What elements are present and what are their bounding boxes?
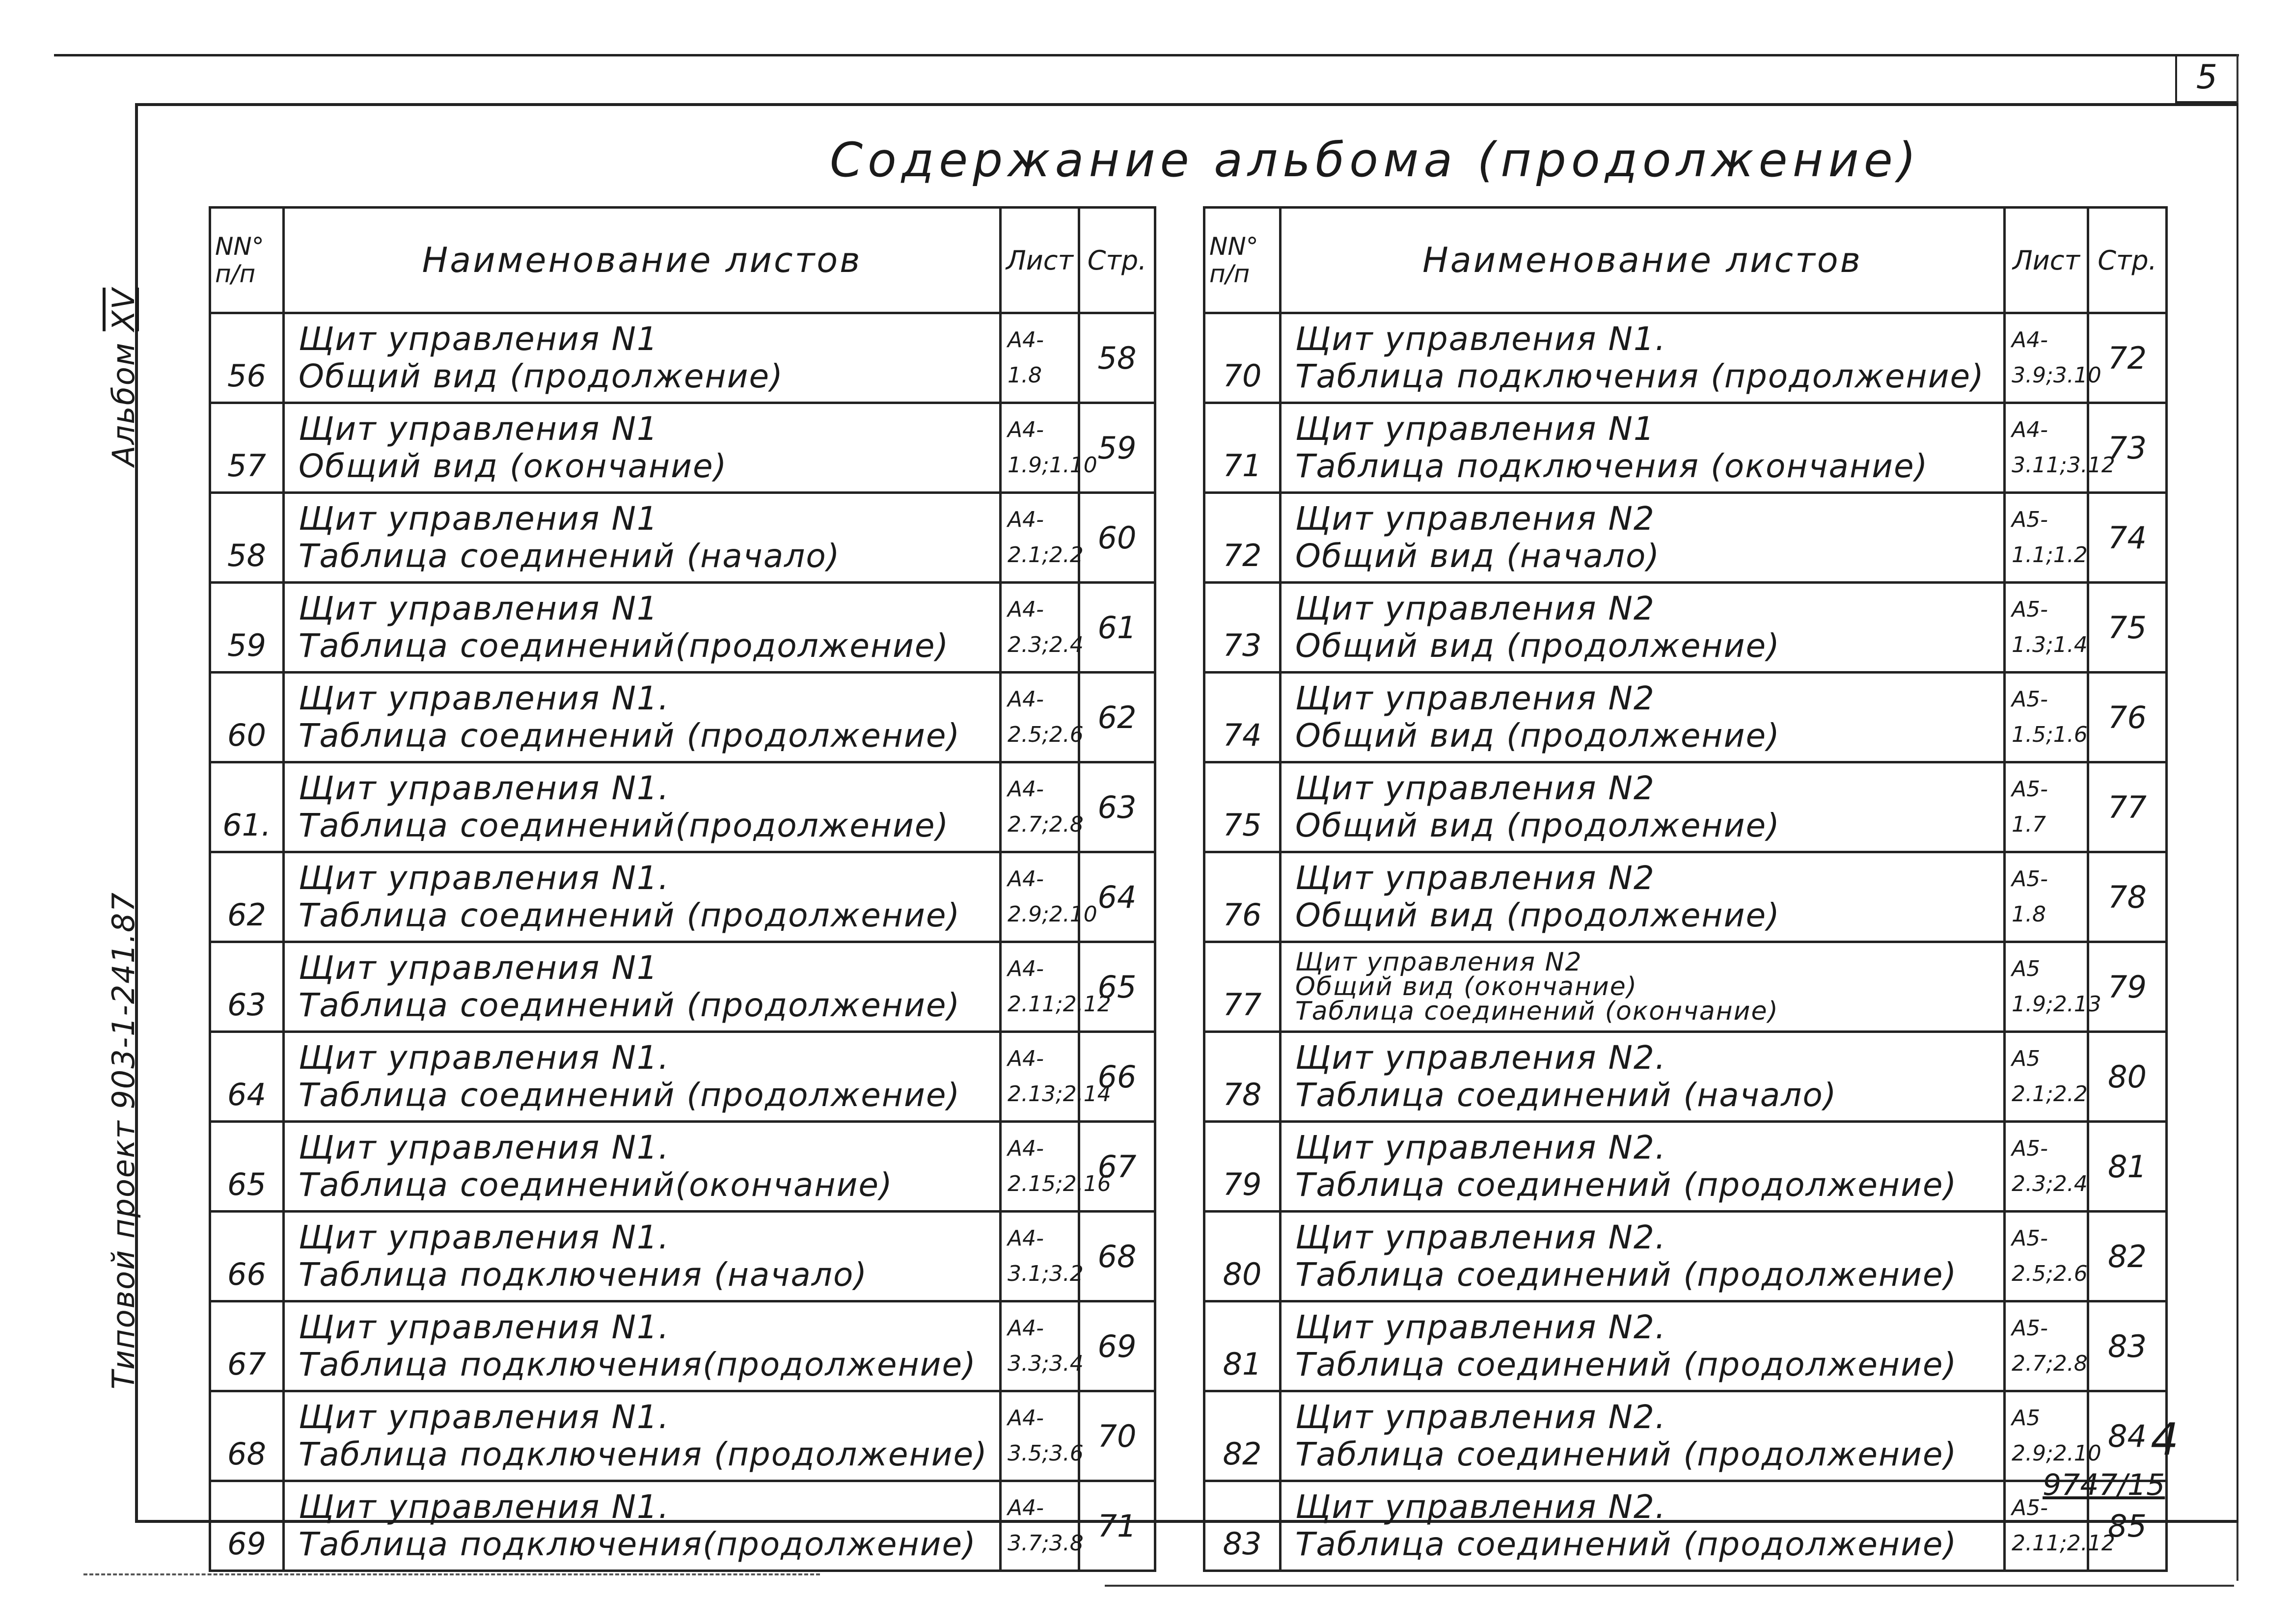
row-sheet [2005,313,2101,403]
row-page: 69 [1079,1301,1155,1391]
album-stamp [106,288,141,466]
row-sheet-series: А5- [2012,1226,2048,1251]
row-name-line-1: Щит управления N1 [299,949,658,987]
row-sheet-series: А5- [2012,507,2048,532]
row-name-line-1: Щит управления N1. [299,1308,670,1346]
row-name-line-1: Щит управления N1. [299,769,670,807]
row-number: 74 [1204,673,1281,762]
table-row [1204,942,2167,1032]
table-row [210,1212,1155,1301]
row-sheet-numbers: 2.9;2.10 [2012,1441,2101,1466]
row-number: 75 [1204,762,1281,852]
page-title: Содержание альбома (продолжение) [830,133,1921,188]
row-name-line-1: Щит управления N2 [1295,679,1655,717]
row-sheet [2005,403,2115,493]
row-name [284,1301,1001,1391]
album-number: XV [106,287,141,331]
row-page: 66 [1079,1032,1155,1122]
row-name-line-1: Щит управления N1. [299,679,670,717]
row-sheet-series: А5- [2012,1136,2048,1161]
row-name-line-2: Таблица соединений (продолжение) [1295,1166,1958,1204]
row-name-line-1: Щит управления N2 [1295,947,1582,977]
row-name-line-2: Общий вид (продолжение) [1295,627,1780,665]
row-name [284,762,1001,852]
row-sheet [1001,1391,1084,1481]
table-row [1204,1391,2167,1481]
footer-signature: 4 [2151,1414,2179,1465]
row-number: 58 [210,493,284,583]
header-name: Наименование листов [1281,208,2005,313]
row-sheet-series: А5 [2012,956,2041,981]
row-sheet-series: А4- [1008,1046,1044,1071]
table-row [1204,313,2167,403]
row-page: 72 [2088,313,2167,403]
row-name-line-2: Таблица подключения(продолжение) [299,1346,977,1383]
row-sheet [1001,1301,1084,1391]
row-sheet-numbers: 2.7;2.8 [1008,812,1084,837]
row-name [284,852,1001,942]
row-page: 74 [2088,493,2167,583]
row-sheet-series: А4- [1008,1136,1044,1161]
row-sheet-numbers: 2.11;2.12 [1008,992,1111,1017]
row-number: 66 [210,1212,284,1301]
row-name-line-1: Щит управления N2. [1295,1129,1666,1166]
row-name-line-2: Общий вид (продолжение) [299,357,784,395]
table-row [210,1301,1155,1391]
table-row [210,313,1155,403]
row-sheet-numbers: 1.3;1.4 [2012,632,2088,657]
row-number: 81 [1204,1301,1281,1391]
row-sheet [2005,583,2088,673]
contents-table-left [209,206,1156,1572]
row-number: 76 [1204,852,1281,942]
row-sheet-series: А4- [1008,777,1044,802]
row-sheet-numbers: 1.5;1.6 [2012,722,2088,747]
row-sheet-series: А4- [1008,687,1044,712]
row-name-line-2: Таблица соединений (продолжение) [1295,1256,1958,1294]
row-page: 82 [2088,1212,2167,1301]
row-name [284,1212,1001,1301]
row-page: 80 [2088,1032,2167,1122]
row-number: 60 [210,673,284,762]
row-sheet-numbers: 2.11;2.12 [2012,1531,2115,1556]
row-name-line-1: Щит управления N2. [1295,1039,1666,1077]
row-name [1281,493,2005,583]
table-row [1204,1032,2167,1122]
row-sheet [2005,1122,2088,1212]
row-name [1281,1481,2005,1571]
row-sheet-numbers: 2.5;2.6 [2012,1261,2088,1286]
row-name-line-2: Таблица соединений (продолжение) [299,986,961,1024]
table-row [210,762,1155,852]
row-name-line-2: Общий вид (продолжение) [1295,717,1780,755]
row-name-line-1: Щит управления N1. [299,859,670,897]
row-sheet-numbers: 1.1;1.2 [2012,542,2088,568]
row-sheet-series: А4- [1008,956,1044,981]
row-name-line-2: Таблица соединений(окончание) [299,1166,893,1204]
row-sheet-numbers: 1.9;2.13 [2012,992,2101,1017]
row-name [1281,403,2005,493]
table-row [1204,583,2167,673]
table-row [210,583,1155,673]
row-name-line-1: Щит управления N2 [1295,859,1655,897]
row-sheet-series: А4- [2012,417,2048,442]
row-name [284,493,1001,583]
row-page: 67 [1079,1122,1155,1212]
row-sheet-series: А4- [1008,866,1044,892]
header-page: Стр. [1079,208,1155,313]
row-sheet-numbers: 3.1;3.2 [1008,1261,1084,1286]
row-sheet-series: А4- [1008,1316,1044,1341]
row-name-line-2: Таблица соединений (продолжение) [299,1076,961,1114]
row-sheet [1001,1122,1111,1212]
row-number: 57 [210,403,284,493]
row-sheet-numbers: 1.8 [2012,902,2046,927]
row-sheet-series: А4- [1008,507,1044,532]
row-number: 63 [210,942,284,1032]
row-sheet [2005,1032,2088,1122]
row-name-line-1: Щит управления N2. [1295,1488,1666,1526]
row-sheet-numbers: 2.9;2.10 [1008,902,1097,927]
row-sheet-series: А5- [2012,1316,2048,1341]
row-name [1281,1301,2005,1391]
row-name-line-2: Таблица соединений (продолжение) [1295,1525,1958,1563]
row-name-line-2: Таблица подключения (продолжение) [299,1435,988,1473]
row-sheet [2005,852,2088,942]
row-page: 81 [2088,1122,2167,1212]
row-sheet-numbers: 3.7;3.8 [1008,1531,1084,1556]
row-number: 80 [1204,1212,1281,1301]
row-number: 70 [1204,313,1281,403]
row-sheet-series: А5- [2012,687,2048,712]
row-page: 70 [1079,1391,1155,1481]
frame-top-line [54,54,2239,56]
row-sheet-numbers: 3.5;3.6 [1008,1441,1084,1466]
row-name [284,942,1001,1032]
row-number: 69 [210,1481,284,1571]
row-sheet [2005,1212,2088,1301]
row-sheet-series: А4- [1008,417,1044,442]
header-sheet: Лист [2005,208,2088,313]
row-sheet [1001,403,1097,493]
table-row [1204,403,2167,493]
row-sheet-numbers: 2.13;2.14 [1008,1082,1111,1107]
row-page: 68 [1079,1212,1155,1301]
row-sheet-numbers: 1.9;1.10 [1008,453,1097,478]
row-name-line-2: Таблица соединений (продолжение) [299,896,961,934]
row-sheet-numbers: 2.15;2.16 [1008,1171,1111,1196]
row-sheet [1001,673,1084,762]
row-number: 64 [210,1032,284,1122]
table-row [1204,762,2167,852]
row-name-line-1: Щит управления N2. [1295,1398,1666,1436]
row-sheet [1001,1481,1084,1571]
row-name-line-1: Щит управления N1. [299,1488,670,1526]
row-name [284,1391,1001,1481]
row-name-line-2: Общий вид (окончание) [1295,972,1638,1001]
table-row [210,403,1155,493]
contents-table-right [1203,206,2168,1572]
row-sheet [1001,1212,1084,1301]
row-name-line-2: Общий вид (начало) [1295,537,1661,575]
row-page: 76 [2088,673,2167,762]
row-sheet-numbers: 3.11;3.12 [2012,453,2115,478]
row-page: 79 [2088,942,2167,1032]
row-name [1281,762,2005,852]
row-page: 78 [2088,852,2167,942]
table-row [210,852,1155,942]
header-name: Наименование листов [284,208,1001,313]
row-page: 71 [1079,1481,1155,1571]
row-sheet-numbers: 2.1;2.2 [2012,1082,2088,1107]
row-sheet [2005,673,2088,762]
row-name-line-2: Таблица подключения (окончание) [1295,447,1929,485]
row-number: 77 [1204,942,1281,1032]
row-name-line-3: Таблица соединений (окончание) [1295,997,1779,1026]
header-sheet: Лист [1001,208,1079,313]
row-page: 65 [1079,942,1155,1032]
row-sheet-numbers: 2.7;2.8 [2012,1351,2088,1376]
row-name [284,313,1001,403]
row-sheet-numbers: 1.8 [1008,363,1042,388]
row-name [1281,1032,2005,1122]
table-row [1204,1122,2167,1212]
table-row [1204,852,2167,942]
row-name-line-1: Щит управления N1 [1295,410,1655,448]
bottom-line [1105,1585,2234,1587]
row-sheet [1001,493,1084,583]
row-page: 61 [1079,583,1155,673]
row-number: 61. [210,762,284,852]
row-name-line-1: Щит управления N1 [299,590,658,627]
table-row [210,1391,1155,1481]
row-name [1281,1212,2005,1301]
bottom-dashed-line [83,1573,820,1575]
row-sheet [2005,1301,2088,1391]
row-number: 67 [210,1301,284,1391]
row-name-line-1: Щит управления N2. [1295,1308,1666,1346]
row-sheet [1001,1032,1111,1122]
row-number: 71 [1204,403,1281,493]
row-sheet-series: А4- [1008,1406,1044,1431]
album-prefix: Альбом [106,342,141,466]
row-sheet-numbers: 3.3;3.4 [1008,1351,1084,1376]
row-name [1281,673,2005,762]
header-num: NN° п/п [210,208,284,313]
row-sheet [1001,313,1079,403]
row-page: 64 [1079,852,1155,942]
row-number: 78 [1204,1032,1281,1122]
row-name-line-1: Щит управления N1. [299,1039,670,1077]
table-row [210,493,1155,583]
row-sheet-numbers: 2.1;2.2 [1008,542,1084,568]
table-row [1204,673,2167,762]
row-page: 60 [1079,493,1155,583]
row-sheet-series: А5 [2012,1046,2041,1071]
row-name-line-2: Таблица соединений (продолжение) [1295,1435,1958,1473]
table-row [1204,1212,2167,1301]
row-name [284,583,1001,673]
row-sheet-series: А4- [1008,327,1044,352]
row-name [1281,1122,2005,1212]
project-stamp: Типовой проект 903-1-241.87 [106,892,141,1389]
row-name-line-2: Таблица соединений(продолжение) [299,807,950,844]
row-name-line-2: Общий вид (продолжение) [1295,896,1780,934]
table-row [1204,493,2167,583]
row-name [284,1032,1001,1122]
row-sheet-numbers: 1.7 [2012,812,2046,837]
row-page: 75 [2088,583,2167,673]
row-sheet-series: А5- [2012,597,2048,622]
row-name-line-1: Щит управления N1. [299,1398,670,1436]
row-name-line-2: Общий вид (продолжение) [1295,807,1780,844]
row-page: 83 [2088,1301,2167,1391]
row-name [284,403,1001,493]
row-name [1281,583,2005,673]
row-sheet-numbers: 2.3;2.4 [2012,1171,2088,1196]
header-page: Стр. [2088,208,2167,313]
row-name [1281,852,2005,942]
row-number: 68 [210,1391,284,1481]
row-sheet [1001,852,1097,942]
sheet-number: 5 [2175,54,2236,103]
row-sheet-series: А5 [2012,1406,2041,1431]
row-sheet [1001,762,1084,852]
row-name [1281,942,2005,1032]
row-sheet [2005,942,2101,1032]
row-number: 83 [1204,1481,1281,1571]
row-number: 72 [1204,493,1281,583]
table-header-row [210,208,1155,313]
row-sheet-series: А4- [1008,1226,1044,1251]
header-num: NN° п/п [1204,208,1281,313]
row-sheet [1001,942,1111,1032]
row-name-line-1: Щит управления N2 [1295,769,1655,807]
table-row [210,673,1155,762]
row-name-line-2: Общий вид (окончание) [299,447,728,485]
row-sheet-numbers: 3.9;3.10 [2012,363,2101,388]
row-name [1281,1391,2005,1481]
row-name-line-2: Таблица соединений (начало) [1295,1076,1837,1114]
row-name-line-1: Щит управления N1. [1295,320,1666,358]
row-name-line-2: Таблица подключения(продолжение) [299,1525,977,1563]
footer-code: 9747/15 [2043,1468,2165,1502]
row-page: 63 [1079,762,1155,852]
row-name [284,1481,1001,1571]
row-number: 65 [210,1122,284,1212]
row-name-line-1: Щит управления N2. [1295,1218,1666,1256]
row-name-line-1: Щит управления N1. [299,1218,670,1256]
row-name-line-1: Щит управления N2 [1295,500,1655,538]
table-row [210,1122,1155,1212]
row-name-line-1: Щит управления N1. [299,1129,670,1166]
row-sheet [2005,762,2088,852]
row-name-line-2: Таблица соединений(продолжение) [299,627,950,665]
row-name-line-2: Таблица соединений (продолжение) [1295,1346,1958,1383]
row-number: 73 [1204,583,1281,673]
row-name-line-2: Таблица подключения (начало) [299,1256,868,1294]
row-sheet-series: А4- [1008,1495,1044,1520]
table-row [210,1032,1155,1122]
row-number: 59 [210,583,284,673]
row-sheet-series: А5- [2012,777,2048,802]
row-name-line-1: Щит управления N2 [1295,590,1655,627]
row-sheet-numbers: 2.5;2.6 [1008,722,1084,747]
row-page: 85 [2088,1481,2167,1571]
row-page: 84 [2088,1391,2167,1481]
row-name-line-2: Таблица соединений (начало) [299,537,841,575]
row-name-line-2: Таблица соединений (продолжение) [299,717,961,755]
row-page: 58 [1079,313,1155,403]
table-row [210,1481,1155,1571]
row-sheet-series: А4- [1008,597,1044,622]
row-number: 56 [210,313,284,403]
row-name [284,1122,1001,1212]
table-row [210,942,1155,1032]
row-page: 59 [1079,403,1155,493]
row-page: 73 [2088,403,2167,493]
row-sheet-series: А5- [2012,866,2048,892]
row-page: 77 [2088,762,2167,852]
row-name-line-1: Щит управления N1 [299,410,658,448]
row-sheet-series: А5- [2012,1495,2048,1520]
table-row [1204,1301,2167,1391]
row-name-line-1: Щит управления N1 [299,320,658,358]
row-number: 82 [1204,1391,1281,1481]
row-sheet [1001,583,1084,673]
row-sheet-numbers: 2.3;2.4 [1008,632,1084,657]
row-number: 62 [210,852,284,942]
row-number: 79 [1204,1122,1281,1212]
row-name [284,673,1001,762]
row-sheet-series: А4- [2012,327,2048,352]
row-name [1281,313,2005,403]
row-name-line-2: Таблица подключения (продолжение) [1295,357,1985,395]
table-row [1204,1481,2167,1571]
row-page: 62 [1079,673,1155,762]
row-sheet [2005,493,2088,583]
row-name-line-1: Щит управления N1 [299,500,658,538]
table-header-row [1204,208,2167,313]
